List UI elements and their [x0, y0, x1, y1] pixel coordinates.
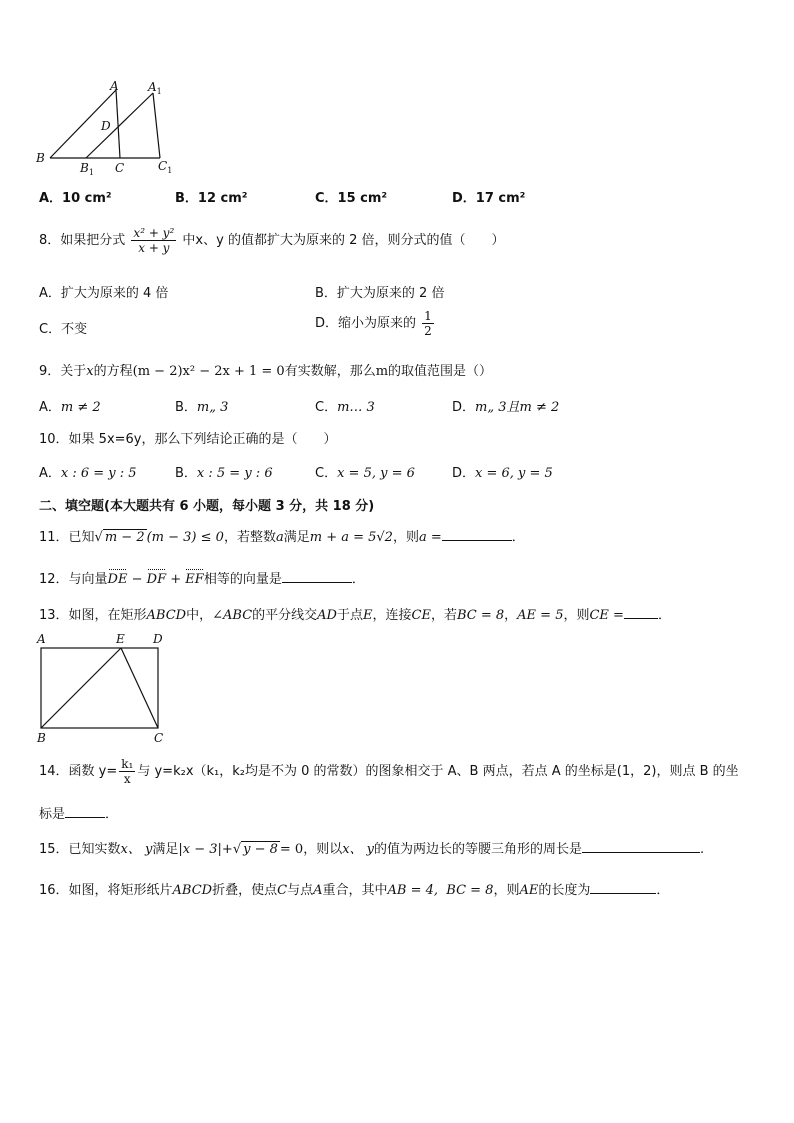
q13-segment-EC [121, 648, 158, 728]
q12-stem: 12．与向量DE − DF + EF相等的向量是 ． [39, 572, 365, 587]
q7-segment-AC [116, 90, 120, 158]
q13-answer-blank[interactable] [624, 606, 658, 619]
q7-label-B: B [36, 151, 45, 165]
q13-rectangle-abcd [41, 648, 158, 728]
q13-stem: 13．如图，在矩形ABCD中，∠ABC的平分线交AD于点E，连接CE，若BC = 8，AE = 5，则CE = ． [39, 608, 671, 623]
q10-option-d[interactable]: D．x = 6, y = 5 [452, 466, 553, 481]
q9-option-a[interactable]: A．m ≠ 2 [39, 400, 101, 415]
q10-stem: 10．如果 5x=6y，那么下列结论正确的是（ ） [39, 432, 337, 447]
q8-option-d-text: D．缩小为原来的 [315, 316, 417, 331]
q7-option-b[interactable]: B．12 cm² [175, 191, 248, 206]
q9-option-c[interactable]: C．m… 3 [315, 400, 375, 415]
q9-var-m: m [375, 364, 389, 379]
q7-segment-A1C1 [153, 93, 160, 158]
q7-label-B1: $B_1$ [80, 161, 94, 176]
q14-fraction: $\frac{\text{k₁}}{x}$ [121, 757, 134, 786]
q13-rectangle-figure [34, 630, 174, 746]
q9-stem [39, 360, 492, 379]
q8-option-d-fraction [422, 309, 434, 338]
q8-frac-den: x + y [138, 241, 170, 255]
q7-label-C: C [115, 161, 125, 175]
q11-sqrt: m − 2 [104, 530, 145, 545]
q14-stem-line2: 标是 ． [39, 807, 119, 822]
q14-stem: 14．函数 y= $\frac{\text{k₁}}{x}$ 与 y=k₂x（k₁，k₂均是不为 0 的常数）的图象相交于 A、B 两点，若点 A 的坐标是(1，2)，则点 B 的坐 [39, 757, 739, 786]
q9-option-d[interactable]: D．m„ 3且m ≠ 2 [452, 400, 560, 415]
q13-label-C: C [154, 731, 164, 745]
q8-option-d-den: 2 [424, 324, 432, 338]
q8-option-d[interactable] [315, 306, 436, 342]
q7-triangle-figure [34, 78, 184, 176]
q7-label-C1: $C_1$ [158, 159, 173, 175]
q15-sqrt: y − 8 [243, 842, 278, 857]
q7-label-A1: $A_1$ [148, 80, 162, 96]
q9-var-x: x [86, 364, 94, 379]
q8-option-d-num: 1 [424, 309, 432, 323]
q8-prefix: 8．如果把分式 [39, 233, 126, 248]
q12-vector-ef: EF [185, 572, 204, 587]
q12-vector-de: DE [107, 572, 128, 587]
q16-stem: 16．如图，将矩形纸片ABCD折叠，使点C与点A重合，其中AB = 4, BC = 8，则AE的长度为 ． [39, 883, 670, 898]
q8-option-b[interactable]: B．扩大为原来的 2 倍 [315, 286, 445, 301]
q9-text-3: 有实数解，那么 [284, 364, 376, 379]
q13-label-A: A [37, 632, 46, 646]
q7-label-A: A [110, 79, 119, 93]
q12-vector-df: DF [146, 572, 167, 587]
q8-option-c[interactable]: C．不变 [39, 322, 88, 337]
q8-stem [39, 224, 504, 258]
q13-segment-BE [41, 648, 121, 728]
q13-label-D: D [153, 632, 163, 646]
q15-answer-blank[interactable] [582, 840, 700, 853]
q9-option-b[interactable]: B．m„ 3 [175, 400, 229, 415]
section-fill-in-heading: 二、填空题(本大题共有 6 小题，每小题 3 分，共 18 分) [39, 499, 375, 514]
q16-answer-blank[interactable] [590, 881, 656, 894]
q8-fraction [131, 226, 176, 255]
q11-answer-blank[interactable] [442, 528, 512, 541]
q9-text-2: 的方程 [93, 364, 133, 379]
q13-label-B: B [37, 731, 46, 745]
q15-stem: 15．已知实数x、 y满足|x − 3|+√ y − 8 = 0，则以x、 y的值为两边长的等腰三角形的周长是 . [39, 842, 705, 857]
q10-option-a[interactable]: A．x : 6 = y : 5 [39, 466, 137, 481]
q8-frac-num: x² + y² [133, 226, 175, 240]
q9-equation: (m − 2)x² − 2x + 1 = 0 [132, 364, 285, 379]
q7-label-D: D [101, 119, 111, 133]
q11-stem: 11．已知√ m − 2 (m − 3) ≤ 0，若整数a满足m + a = 5√2，则a = ． [39, 530, 525, 545]
q14-answer-blank[interactable] [65, 805, 105, 818]
q7-option-c[interactable]: C．15 cm² [315, 191, 388, 206]
q7-option-a[interactable]: A．10 cm² [39, 191, 112, 206]
q8-suffix: 中x、y 的值都扩大为原来的 2 倍，则分式的值（ ） [182, 233, 505, 248]
q12-answer-blank[interactable] [282, 570, 352, 583]
q8-option-a[interactable]: A．扩大为原来的 4 倍 [39, 286, 169, 301]
q7-option-d[interactable]: D．17 cm² [452, 191, 526, 206]
q9-text-4: 的取值范围是（） [388, 364, 493, 379]
q13-label-E: E [116, 632, 125, 646]
q10-option-b[interactable]: B．x : 5 = y : 6 [175, 466, 273, 481]
q10-option-c[interactable]: C．x = 5, y = 6 [315, 466, 415, 481]
q9-text-1: 9．关于 [39, 364, 87, 379]
